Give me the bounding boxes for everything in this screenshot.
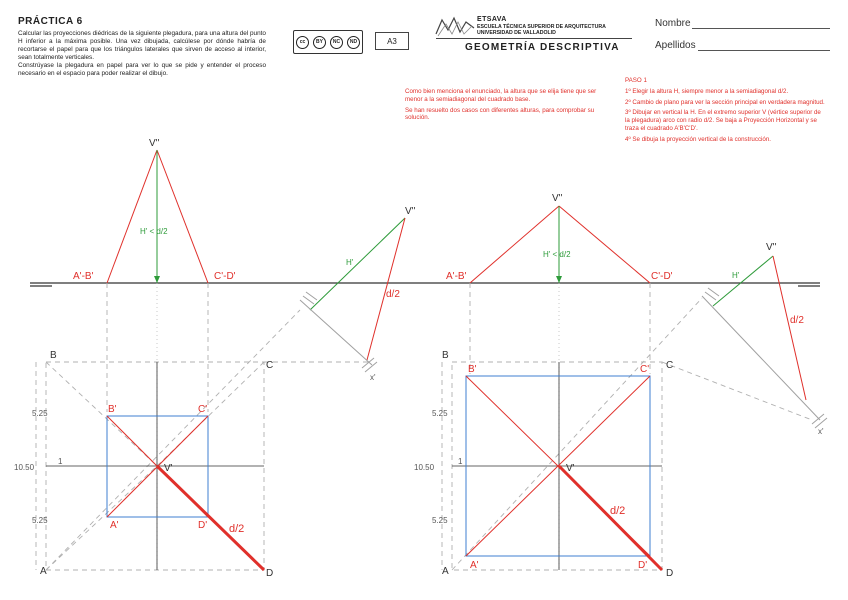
d2-right-base-label: C'-D'	[651, 271, 673, 282]
d2-aux-d2-label: d/2	[790, 315, 804, 326]
note-paragraph-2: Se han resuelto dos casos con diferentes alturas, para comprobar su solución.	[405, 106, 595, 122]
d1-dim-bottom: 5.25	[32, 516, 48, 525]
d1-axis-mark: 1	[58, 457, 63, 466]
d1-height-arrow	[154, 276, 160, 283]
d1-aux-d2-label: d/2	[386, 289, 400, 300]
d2-aux-h-label: H'	[732, 271, 740, 280]
d1-label-b-prime: B'	[108, 404, 117, 415]
d1-half-diagonal	[157, 466, 264, 570]
steps-title: PASO 1	[625, 77, 647, 84]
d1-left-base-label: A'-B'	[73, 271, 94, 282]
d2-dim-top: 5.25	[432, 409, 448, 418]
d2-apex-label: V''	[552, 193, 563, 204]
d2-label-d: D	[666, 568, 674, 579]
d2-axis-mark: 1	[458, 457, 463, 466]
d1-right-base-label: C'-D'	[214, 271, 236, 282]
d1-label-b: B	[50, 350, 57, 361]
d2-aux-mark: x'	[818, 427, 824, 436]
d1-aux-h-label: H'	[346, 258, 354, 267]
d2-height-arrow	[556, 276, 562, 283]
note-paragraph-1: Como bien menciona el enunciado, la altura que se elija tiene que ser menor a la semiadiagonal del cuadrado base.	[405, 88, 597, 103]
d2-aux-apex-label: V''	[766, 242, 777, 253]
d1-apex-label: V''	[149, 138, 160, 149]
step-3: 3º Dibujar en vertical la H. En el extremo superior V (vértice superior de la plegadura) arco con radio d/2. Se baja a Proyección Horizontal y se traza el cuadrado A'B'C'D'.	[625, 109, 821, 132]
d1-aux-apex-label: V''	[405, 206, 416, 217]
cc-icon: cc	[296, 36, 309, 49]
d1-aux-fold-line	[300, 300, 372, 365]
d1-aux-mark: x'	[370, 373, 376, 382]
d1-diag-label: d/2	[229, 523, 245, 535]
subject-title: GEOMETRÍA DESCRIPTIVA	[465, 42, 620, 53]
d1-label-d: D	[266, 568, 274, 579]
d2-center-label: V'	[566, 463, 575, 474]
d2-dim-bottom: 5.25	[432, 516, 448, 525]
d2-half-diagonal	[559, 466, 662, 570]
step-4: 4º Se dibuja la proyección vertical de la construcción.	[625, 135, 772, 143]
noderivatives-icon: ND	[347, 36, 360, 49]
diagram-1	[14, 138, 416, 579]
step-1: 1º Elegir la altura H, siempre menor a la semiadiagonal d/2.	[625, 87, 789, 95]
d1-height-label: H' < d/2	[140, 227, 168, 236]
d2-diag-label: d/2	[610, 505, 626, 517]
d1-elevation-left-edge	[107, 150, 157, 283]
d2-elevation-right-edge	[559, 206, 650, 283]
d1-dim-top: 5.25	[32, 409, 48, 418]
name-label: Nombre	[655, 18, 691, 29]
noncommercial-icon: NC	[330, 36, 343, 49]
d1-label-c-prime: C'	[198, 404, 208, 415]
d2-height-label: H' < d/2	[543, 250, 571, 259]
paper-size: A3	[375, 32, 409, 50]
school-line-2: UNIVERSIDAD DE VALLADOLID	[477, 30, 556, 36]
d2-elevation-left-edge	[470, 206, 559, 283]
ground-line	[30, 283, 820, 286]
d2-label-a: A	[442, 566, 449, 577]
school-acronym: ETSAVA	[477, 16, 507, 23]
d1-label-a-prime: A'	[110, 520, 119, 531]
school-line-1: ESCUELA TÉCNICA SUPERIOR DE ARQUITECTURA	[477, 24, 606, 30]
d2-label-b-prime: B'	[468, 364, 477, 375]
d2-aux-d2-line	[773, 256, 806, 400]
statement-paragraph-1: Calcular las proyecciones diédricas de la siguiente plegadura, para una altura del punto H inferior a la máxima posible. Una vez dibujada, calcúlese por dónde habría de recortarse el papel para que los triángulos laterales que sirven de acceso al interior, sean totalmente verticales.	[18, 30, 266, 62]
practice-title: PRÁCTICA 6	[18, 16, 83, 27]
d2-aux-h-line	[713, 256, 773, 306]
statement-paragraph-2: Constrúyase la plegadura en papel para ver lo que se pide y entender el proceso necesario en el espacio para poder realizar el dibujo.	[18, 62, 266, 78]
surname-label: Apellidos	[655, 40, 696, 51]
d2-label-a-prime: A'	[470, 560, 479, 571]
d2-label-c-prime: C'	[640, 364, 650, 375]
d2-label-d-prime: D'	[638, 560, 648, 571]
d1-dim-mid: 10.50	[14, 463, 35, 472]
d1-label-a: A	[40, 566, 47, 577]
diagram-2	[414, 193, 827, 579]
d2-label-c: C	[666, 360, 674, 371]
d1-label-c: C	[266, 360, 274, 371]
d1-elevation-right-edge	[157, 150, 208, 283]
d2-label-b: B	[442, 350, 449, 361]
d1-label-d-prime: D'	[198, 520, 208, 531]
attribution-icon: BY	[313, 36, 326, 49]
d1-center-label: V'	[164, 463, 173, 474]
d2-left-base-label: A'-B'	[446, 271, 467, 282]
d2-dim-mid: 10.50	[414, 463, 435, 472]
step-2: 2º Cambio de plano para ver la sección principal en verdadera magnitud.	[625, 98, 825, 106]
